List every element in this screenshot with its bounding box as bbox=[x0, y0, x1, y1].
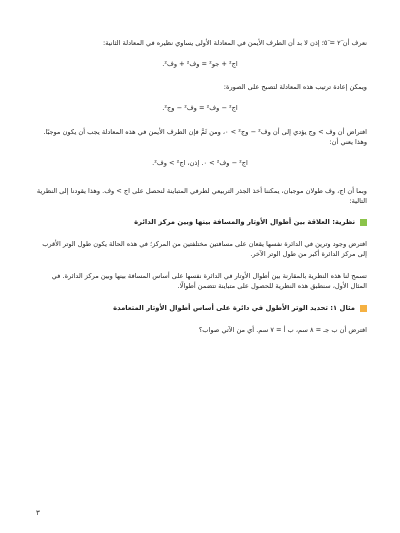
equation-3: اج² − وف² > ٠. إذن، اج² > وف². bbox=[152, 159, 248, 167]
orange-square-icon bbox=[360, 305, 367, 312]
paragraph-rearrange: ويمكن إعادة ترتيب هذه المعادلة لتصبح على الصورة: bbox=[223, 83, 367, 91]
equation-2: اج² − وف² = وف² − وج². bbox=[162, 104, 238, 112]
paragraph-theorem: افترض وجود وترين في الدائرة نفسها يقعان على مسافتين مختلفتين من المركز؛ في هذه الحالة يكون طول الوتر الأقرب إلى مركز الدائرة أكبر من طول الوتر الآخر. bbox=[42, 240, 367, 258]
equation-1: اج² + جو² = وف² + وف². bbox=[162, 60, 238, 68]
paragraph-conclusion: وبما أن اج، وف طولان موجبان، يمكننا أخذ الجذر التربيعي لطرفي المتباينة لنحصل على اج > وف. وهذا يقودنا إلى النظرية التالية: bbox=[36, 187, 367, 205]
paragraph-application: تسمح لنا هذه النظرية بالمقارنة بين أطوال الأوتار في الدائرة نفسها على أساس المسافة بينها وبين مركز الدائرة. في المثال الأول، سنطبق هذه النظرية للحصول على متباينة تتضمن أطوالًا. bbox=[51, 272, 367, 290]
page-number: ٣ bbox=[36, 509, 40, 517]
green-square-icon bbox=[360, 219, 367, 226]
paragraph-intro: نعرف أن ٢ٓ = ٥ٓ؛ إذن لا بد أن الطرف الأيمن في المعادلة الأولى يساوي نظيره في المعادلة الثانية: bbox=[103, 39, 367, 47]
example-heading-text: مثال ١: تحديد الوتر الأطول في دائرة على أساس أطوال الأوتار المتعامدة bbox=[113, 304, 355, 312]
paragraph-assumption: افتراض أن وف > وج يؤدي إلى أن وف² − وج² > ٠، ومن ثَمَّ فإن الطرف الأيمن في هذه المعادلة يجب أن يكون موجبًا. وهذا يعني أن: bbox=[43, 128, 367, 146]
theorem-heading bbox=[36, 217, 367, 227]
example-heading bbox=[36, 303, 367, 313]
theorem-heading-text: نظرية: العلاقة بين أطوال الأوتار والمسافة بينها وبين مركز الدائرة bbox=[134, 218, 355, 226]
paragraph-example-question: افترض أن ب جـ = ٨ سم، ب أ = ٧ سم. أي من الآتي صواب؟ bbox=[198, 326, 367, 334]
